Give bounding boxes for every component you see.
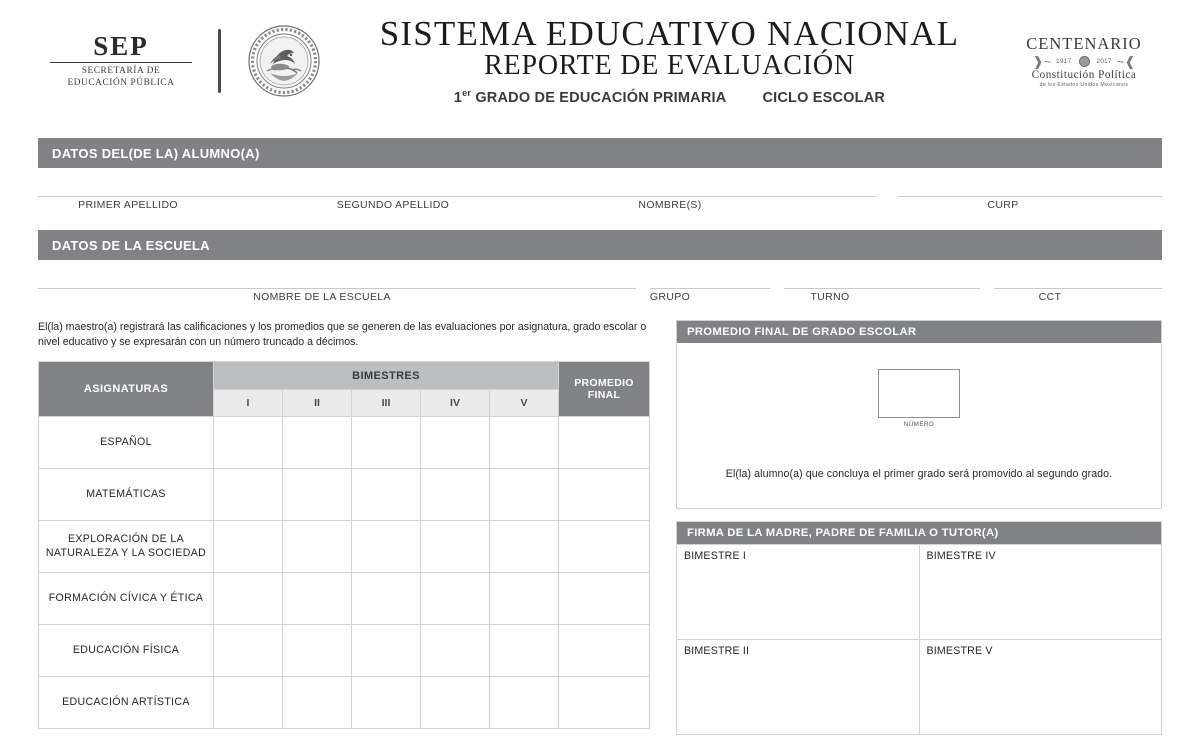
score-cell[interactable] (283, 521, 352, 573)
school-field-line-cct (994, 288, 1162, 289)
subject-name: ESPAÑOL (39, 417, 214, 469)
header-promedio-final (559, 362, 650, 417)
sep-acronym: SEP (93, 30, 149, 61)
final-average-body (677, 343, 1161, 508)
label-turno: TURNO (810, 291, 850, 303)
score-cell[interactable] (421, 521, 490, 573)
score-cell[interactable] (352, 521, 421, 573)
school-field-line-grupo (650, 288, 770, 289)
score-cell[interactable] (490, 677, 559, 729)
centenario-year-end: 2017 (1096, 58, 1112, 65)
student-fields-row (38, 168, 1162, 216)
grade-number: 1 (453, 90, 463, 106)
centenario-line2: Constitución Política (1031, 69, 1137, 81)
header-promedio-line2: FINAL (587, 389, 621, 402)
centenario-emblem-row (998, 55, 1170, 68)
grade-ordinal-suffix: er (462, 88, 472, 99)
label-segundo-apellido: SEGUNDO APELLIDO (336, 199, 450, 211)
final-average-box-label: NÚMERO (903, 421, 935, 428)
label-grupo: GRUPO (649, 291, 691, 303)
table-row (39, 417, 650, 469)
score-cell[interactable] (421, 573, 490, 625)
grade-label: GRADO DE EDUCACIÓN PRIMARIA (471, 90, 727, 106)
label-curp: CURP (987, 199, 1019, 211)
header-bimestre-5: V (490, 390, 559, 417)
final-average-cell[interactable] (559, 417, 650, 469)
table-row (39, 625, 650, 677)
signature-cell-bimestre-5[interactable]: BIMESTRE V (919, 640, 1161, 735)
signature-cell-bimestre-4[interactable]: BIMESTRE IV (919, 545, 1161, 640)
header-bimestre-4: IV (421, 390, 490, 417)
school-field-line-turno (784, 288, 980, 289)
header-bimestre-1: I (214, 390, 283, 417)
score-cell[interactable] (352, 677, 421, 729)
score-cell[interactable] (283, 469, 352, 521)
table-row (39, 521, 650, 573)
side-panels-column (676, 320, 1162, 735)
mexican-coat-of-arms-icon (247, 24, 321, 98)
sep-divider-rule (50, 62, 192, 63)
score-cell[interactable] (352, 573, 421, 625)
grades-table-header-row-1 (39, 362, 650, 390)
school-field-line-name (38, 288, 636, 289)
signature-table (677, 544, 1161, 734)
subject-name: EDUCACIÓN FÍSICA (39, 625, 214, 677)
signature-cell-bimestre-1[interactable]: BIMESTRE I (677, 545, 919, 640)
label-cct: CCT (1038, 291, 1062, 303)
page-subtitle: REPORTE DE EVALUACIÓN (484, 50, 855, 82)
label-nombres: NOMBRE(S) (638, 199, 702, 211)
school-section-banner: DATOS DE LA ESCUELA (38, 230, 1162, 260)
score-cell[interactable] (490, 417, 559, 469)
score-cell[interactable] (283, 417, 352, 469)
grades-table (38, 361, 650, 729)
grade-and-cycle-line (341, 88, 998, 106)
signature-panel (676, 521, 1162, 735)
final-average-cell[interactable] (559, 573, 650, 625)
sep-subtitle-line1: SECRETARÍA DE (81, 66, 161, 77)
subject-name: MATEMÁTICAS (39, 469, 214, 521)
final-average-input-box[interactable] (878, 369, 960, 418)
final-average-banner: PROMEDIO FINAL DE GRADO ESCOLAR (677, 321, 1161, 343)
header-divider (218, 29, 221, 93)
score-cell[interactable] (421, 677, 490, 729)
table-row (39, 677, 650, 729)
centenario-line3: de los Estados Unidos Mexicanos (1039, 82, 1129, 88)
score-cell[interactable] (352, 625, 421, 677)
centenario-word: CENTENARIO (1026, 34, 1142, 53)
centenario-year-start: 1917 (1056, 58, 1072, 65)
score-cell[interactable] (490, 573, 559, 625)
final-average-cell[interactable] (559, 625, 650, 677)
score-cell[interactable] (214, 521, 283, 573)
final-average-cell[interactable] (559, 469, 650, 521)
score-cell[interactable] (352, 469, 421, 521)
signature-row (677, 545, 1161, 640)
student-field-line-names (38, 196, 876, 197)
signature-banner: FIRMA DE LA MADRE, PADRE DE FAMILIA O TUTOR(A) (677, 522, 1161, 544)
signature-row (677, 640, 1161, 735)
subject-name: FORMACIÓN CÍVICA Y ÉTICA (39, 573, 214, 625)
score-cell[interactable] (214, 677, 283, 729)
final-average-cell[interactable] (559, 521, 650, 573)
subject-name: EXPLORACIÓN DE LA NATURALEZA Y LA SOCIEDAD (39, 521, 214, 573)
instructions-text: El(la) maestro(a) registrará las calificaciones y los promedios que se generen de las evaluaciones por asignatura, grado escolar o nivel educativo y se expresarán con un número truncado a décimos. (38, 321, 647, 349)
score-cell[interactable] (283, 573, 352, 625)
student-field-line-curp (898, 196, 1162, 197)
score-cell[interactable] (490, 625, 559, 677)
table-row (39, 573, 650, 625)
final-average-box-wrapper (677, 369, 1161, 428)
header-bimestre-3: III (352, 390, 421, 417)
label-nombre-escuela: NOMBRE DE LA ESCUELA (253, 291, 391, 303)
header-bimestres: BIMESTRES (214, 362, 559, 390)
student-section-banner: DATOS DEL(DE LA) ALUMNO(A) (38, 138, 1162, 168)
score-cell[interactable] (214, 625, 283, 677)
label-primer-apellido: PRIMER APELLIDO (78, 199, 178, 211)
score-cell[interactable] (490, 469, 559, 521)
school-fields-row (38, 260, 1162, 308)
final-average-panel (676, 320, 1162, 509)
cycle-label: CICLO ESCOLAR (762, 90, 886, 106)
document-header (0, 0, 1200, 122)
score-cell[interactable] (283, 625, 352, 677)
centenario-logo (998, 34, 1170, 88)
subject-name: EDUCACIÓN ARTÍSTICA (39, 677, 214, 729)
score-cell[interactable] (214, 417, 283, 469)
header-asignaturas: ASIGNATURAS (39, 362, 214, 417)
sep-subtitle-line2: EDUCACIÓN PÚBLICA (67, 78, 175, 89)
promotion-note: El(la) alumno(a) que concluya el primer grado será promovido al segundo grado. (725, 468, 1113, 480)
final-average-cell[interactable] (559, 677, 650, 729)
score-cell[interactable] (214, 573, 283, 625)
centenario-seal-icon (1079, 56, 1090, 67)
score-cell[interactable] (283, 677, 352, 729)
grades-column (38, 320, 660, 735)
flourish-left-icon: ❱~ (1032, 54, 1052, 69)
header-bimestre-2: II (283, 390, 352, 417)
score-cell[interactable] (421, 417, 490, 469)
header-promedio-line1: PROMEDIO (574, 376, 634, 389)
score-cell[interactable] (490, 521, 559, 573)
score-cell[interactable] (352, 417, 421, 469)
table-row (39, 469, 650, 521)
main-content (38, 320, 1162, 735)
score-cell[interactable] (421, 625, 490, 677)
sep-logo (46, 32, 196, 90)
title-block (321, 13, 998, 106)
page-title: SISTEMA EDUCATIVO NACIONAL (379, 13, 960, 53)
signature-cell-bimestre-2[interactable]: BIMESTRE II (677, 640, 919, 735)
flourish-right-icon: ~❰ (1116, 54, 1136, 69)
score-cell[interactable] (421, 469, 490, 521)
score-cell[interactable] (214, 469, 283, 521)
